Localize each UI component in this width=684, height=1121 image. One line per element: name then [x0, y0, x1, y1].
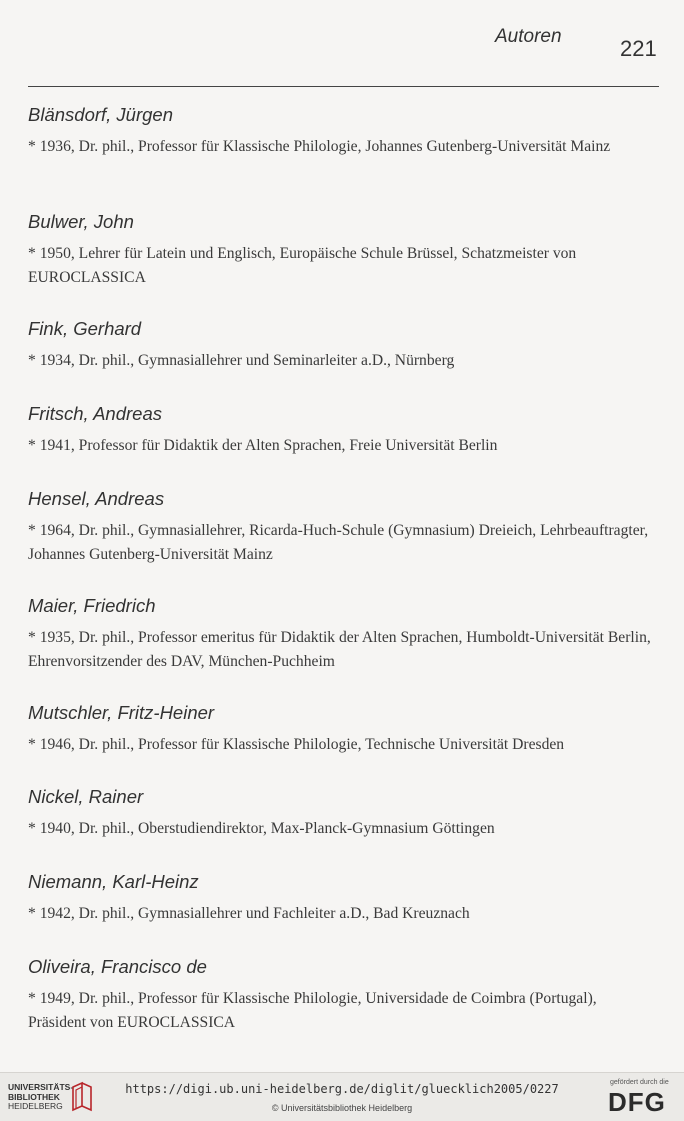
- author-name: Maier, Friedrich: [28, 595, 156, 616]
- header-rule: [28, 86, 659, 87]
- page-number: 221: [620, 36, 657, 61]
- author-entry: [28, 403, 658, 458]
- author-name: Niemann, Karl-Heinz: [28, 871, 199, 892]
- author-entry: [28, 871, 658, 926]
- funder-caption: gefördert durch die: [610, 1079, 669, 1086]
- author-name: Nickel, Rainer: [28, 786, 144, 807]
- author-entry: [28, 318, 658, 373]
- author-bio: * 1950, Lehrer für Latein und Englisch, Europäische Schule Brüssel, Schatzmeister von EUROCLASSICA: [28, 245, 577, 286]
- digitization-footer: [0, 1072, 684, 1121]
- author-entry: [28, 956, 658, 1035]
- author-entry: [28, 786, 658, 841]
- author-entry: [28, 211, 658, 290]
- library-name-line2: BIBLIOTHEK: [8, 1091, 60, 1102]
- author-name: Oliveira, Francisco de: [28, 956, 207, 977]
- library-name-line1: UNIVERSITÄTS-: [8, 1082, 74, 1092]
- author-name: Fritsch, Andreas: [28, 403, 162, 424]
- permalink-url[interactable]: [0, 1082, 684, 1096]
- author-name: Fink, Gerhard: [28, 318, 142, 339]
- author-bio: * 1949, Dr. phil., Professor für Klassische Philologie, Universidade de Coimbra (Portugal), Präsident von EUROCLASSICA: [28, 990, 597, 1031]
- author-bio: * 1935, Dr. phil., Professor emeritus für Didaktik der Alten Sprachen, Humboldt-Universität Berlin, Ehrenvorsitzender des DAV, München-Puchheim: [28, 629, 651, 670]
- author-entry: [28, 702, 658, 757]
- author-name: Mutschler, Fritz-Heiner: [28, 702, 215, 723]
- author-entry: [28, 488, 658, 567]
- author-bio: * 1941, Professor für Didaktik der Alten Sprachen, Freie Universität Berlin: [28, 437, 498, 454]
- author-bio: * 1934, Dr. phil., Gymnasiallehrer und Seminarleiter a.D., Nürnberg: [28, 352, 455, 369]
- author-entry: [28, 595, 658, 674]
- running-head: Autoren: [495, 26, 562, 47]
- library-name-line3: HEIDELBERG: [8, 1101, 63, 1111]
- author-bio: * 1936, Dr. phil., Professor für Klassische Philologie, Johannes Gutenberg-Universität Mainz: [28, 138, 611, 155]
- copyright-notice: © Universitätsbibliothek Heidelberg: [271, 1103, 413, 1113]
- author-bio: * 1964, Dr. phil., Gymnasiallehrer, Ricarda-Huch-Schule (Gymnasium) Dreieich, Lehrbeauftragter, Johannes Gutenberg-Universität Mainz: [28, 522, 649, 563]
- author-name: Blänsdorf, Jürgen: [28, 104, 174, 125]
- author-name: Hensel, Andreas: [28, 488, 165, 509]
- author-bio: * 1942, Dr. phil., Gymnasiallehrer und Fachleiter a.D., Bad Kreuznach: [28, 905, 470, 922]
- author-bio: * 1940, Dr. phil., Oberstudiendirektor, Max-Planck-Gymnasium Göttingen: [28, 820, 495, 837]
- author-name: Bulwer, John: [28, 211, 134, 232]
- author-entry: [28, 104, 658, 159]
- dfg-logo[interactable]: DFG: [608, 1087, 666, 1117]
- author-bio: * 1946, Dr. phil., Professor für Klassische Philologie, Technische Universität Dresden: [28, 736, 565, 753]
- permalink-link[interactable]: https://digi.ub.uni-heidelberg.de/diglit/gluecklich2005/0227: [125, 1082, 559, 1096]
